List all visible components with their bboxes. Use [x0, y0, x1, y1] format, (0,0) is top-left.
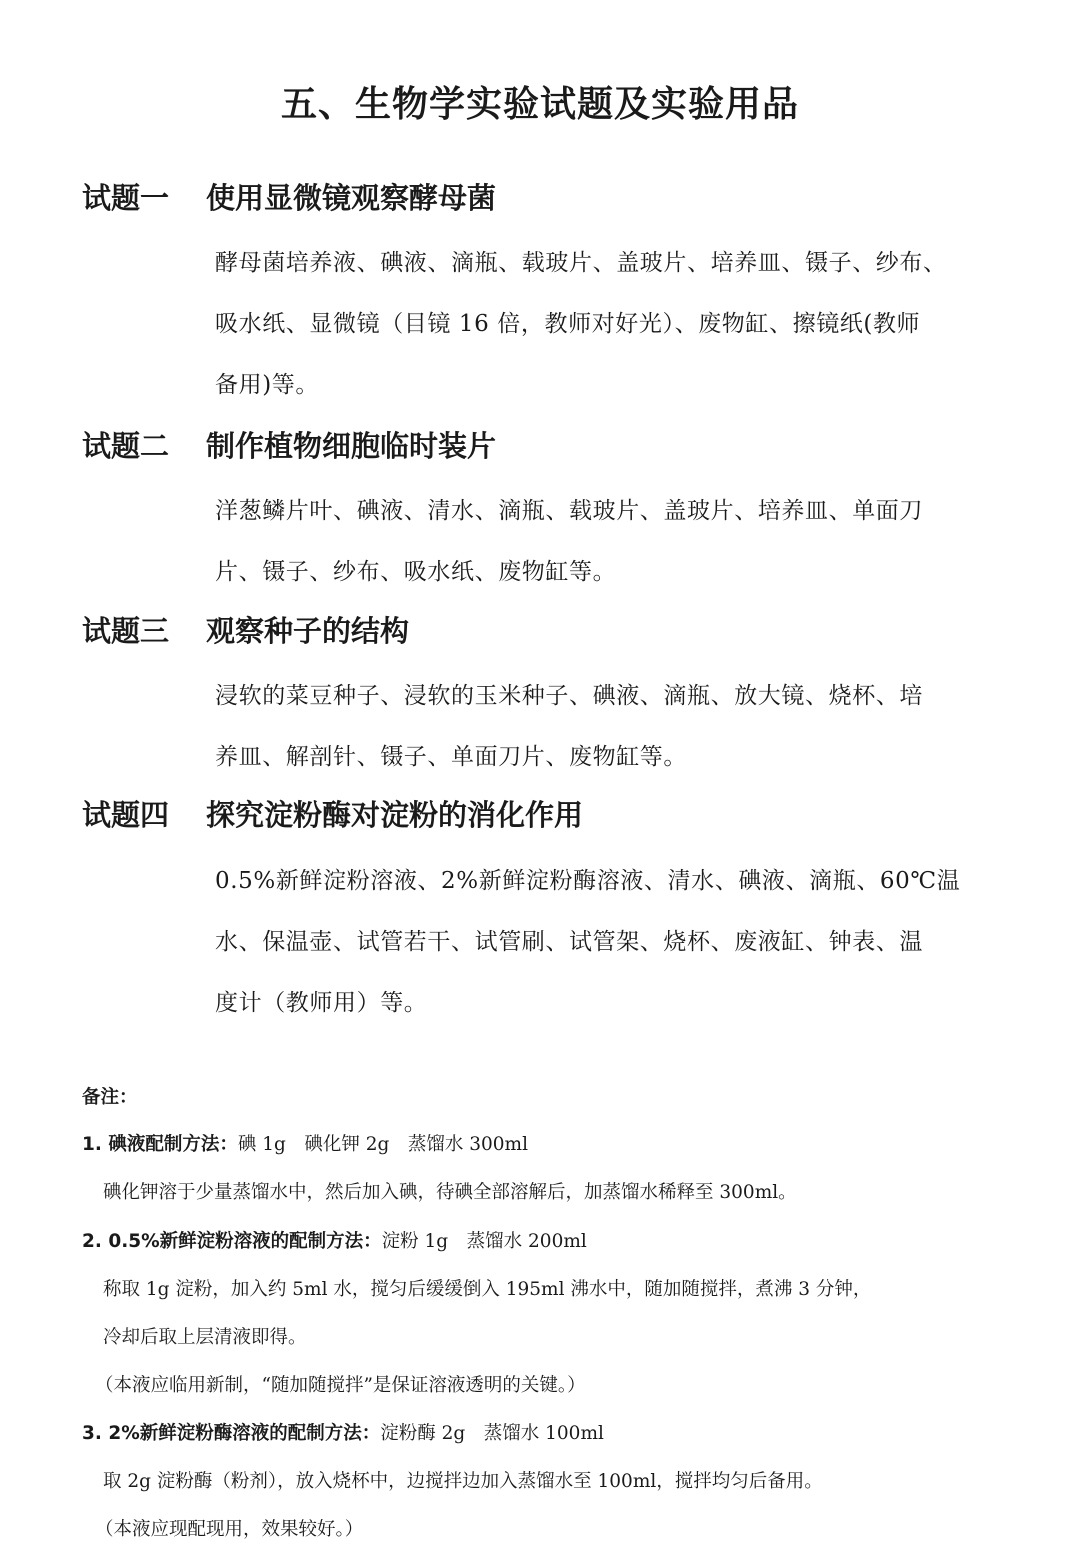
section-name: 观察种子的结构	[206, 614, 410, 648]
section-number: 试题四	[82, 798, 170, 832]
note-line: （本液应现配现用，效果较好。）	[95, 1519, 364, 1540]
note-line: （本液应临用新制，“随加随搅拌”是保证溶液透明的关键。）	[95, 1375, 586, 1396]
section-number: 试题二	[82, 429, 170, 463]
note-formula: 淀粉 1g 蒸馏水 200ml	[381, 1231, 587, 1252]
materials-line: 浸软的菜豆种子、浸软的玉米种子、碘液、滴瓶、放大镜、烧杯、培	[215, 683, 923, 709]
materials-line: 备用)等。	[215, 372, 319, 398]
note-heading	[82, 1130, 528, 1156]
note-line: 取 2g 淀粉酶（粉剂），放入烧杯中，边搅拌边加入蒸馏水至 100ml，搅拌均匀后备用。	[103, 1471, 823, 1492]
materials-line: 片、镊子、纱布、吸水纸、废物缸等。	[215, 559, 617, 585]
materials-line: 吸水纸、显微镜（目镜 16 倍，教师对好光）、废物缸、擦镜纸(教师	[215, 311, 921, 337]
materials-line: 水、保温壶、试管若干、试管刷、试管架、烧杯、废液缸、钟表、温	[215, 929, 923, 955]
note-line: 称取 1g 淀粉，加入约 5ml 水，搅匀后缓缓倒入 195ml 沸水中，随加随搅拌，煮沸 3 分钟，	[103, 1279, 872, 1300]
section-name: 探究淀粉酶对淀粉的消化作用	[206, 798, 584, 832]
note-title: 2. 0.5%新鲜淀粉溶液的配制方法：	[82, 1231, 382, 1252]
section-number: 试题一	[82, 181, 170, 215]
materials-line: 酵母菌培养液、碘液、滴瓶、载玻片、盖玻片、培养皿、镊子、纱布、	[215, 250, 947, 276]
note-formula: 碘 1g 碘化钾 2g 蒸馏水 300ml	[237, 1134, 528, 1155]
materials-line: 度计（教师用）等。	[215, 990, 428, 1016]
page-title: 五、生物学实验试题及实验用品	[280, 84, 799, 125]
note-line: 碘化钾溶于少量蒸馏水中，然后加入碘，待碘全部溶解后，加蒸馏水稀释至 300ml。	[103, 1182, 797, 1203]
note-title: 3. 2%新鲜淀粉酶溶液的配制方法：	[82, 1423, 381, 1444]
section-number: 试题三	[82, 614, 170, 648]
section-heading	[82, 424, 496, 465]
note-title: 1. 碘液配制方法：	[82, 1134, 238, 1155]
section-heading	[82, 176, 496, 217]
materials-line: 洋葱鳞片叶、碘液、清水、滴瓶、载玻片、盖玻片、培养皿、单面刀	[215, 498, 923, 524]
section-heading	[82, 609, 409, 650]
note-heading	[82, 1227, 587, 1253]
section-name: 使用显微镜观察酵母菌	[206, 181, 497, 215]
note-formula: 淀粉酶 2g 蒸馏水 100ml	[380, 1423, 604, 1444]
notes-label: 备注：	[82, 1087, 138, 1108]
section-name: 制作植物细胞临时装片	[206, 429, 497, 463]
note-line: 冷却后取上层清液即得。	[103, 1327, 307, 1348]
materials-line: 养皿、解剖针、镊子、单面刀片、废物缸等。	[215, 744, 687, 770]
materials-line: 0.5%新鲜淀粉溶液、2%新鲜淀粉酶溶液、清水、碘液、滴瓶、60℃温	[215, 868, 961, 894]
section-heading	[82, 793, 583, 834]
note-heading	[82, 1419, 604, 1445]
